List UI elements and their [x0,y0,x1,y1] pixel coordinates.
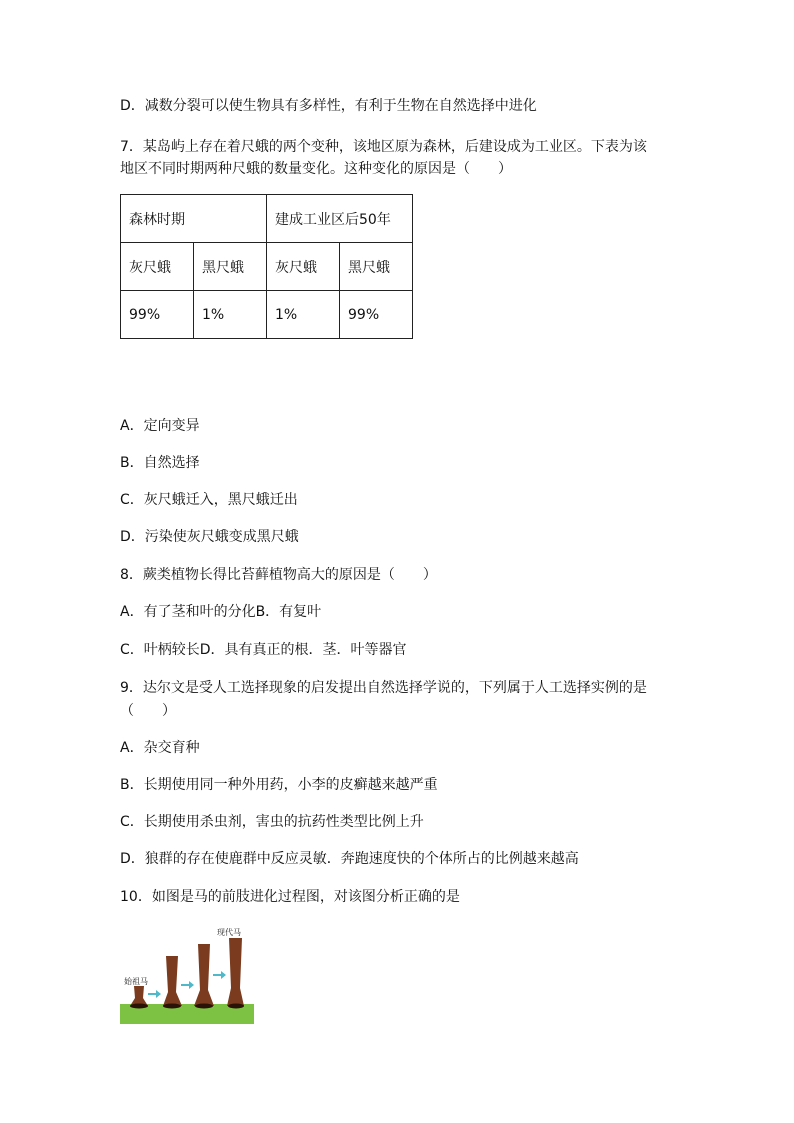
label-start: 始祖马 [124,977,148,986]
moth-population-table [120,194,413,339]
limb-stage-2 [163,956,182,1009]
table-header-cell: 黑尺蛾 [194,243,267,291]
table-header-cell: 黑尺蛾 [340,243,413,291]
table-header-cell: 灰尺蛾 [267,243,340,291]
q7-stem-line1: 7．某岛屿上存在着尺蛾的两个变种，该地区原为森林，后建设成为工业区。下表为该 [120,139,647,155]
q7-stem-line2: 地区不同时期两种尺蛾的数量变化。这种变化的原因是（ ） [120,161,512,177]
limb-eohippus [130,986,148,1009]
q9-option-b: B．长期使用同一种外用药，小李的皮癣越来越严重 [120,777,438,793]
table-header-cell: 灰尺蛾 [121,243,194,291]
q8-options-line1: A．有了茎和叶的分化B．有复叶 [120,604,322,620]
q7-option-c: C．灰尺蛾迁入，黑尺蛾迁出 [120,492,298,508]
table-row [121,291,413,339]
q9-stem-line1: 9．达尔文是受人工选择现象的启发提出自然选择学说的，下列属于人工选择实例的是 [120,680,647,696]
q7-option-d: D．污染使灰尺蛾变成黑尺蛾 [120,529,299,545]
horse-forelimb-evolution-figure [120,926,254,1024]
arrow-icon [213,971,226,979]
q9-option-c: C．长期使用杀虫剂，害虫的抗药性类型比例上升 [120,814,424,830]
q7-option-a: A．定向变异 [120,418,200,434]
q8-stem: 8．蕨类植物长得比苔藓植物高大的原因是（ ） [120,567,437,583]
limb-modern-horse [227,938,244,1009]
table-cell-forest-period: 森林时期 [121,195,267,243]
limb-stage-3 [194,944,214,1009]
q10-stem: 10．如图是马的前肢进化过程图，对该图分析正确的是 [120,889,460,905]
q6-option-d: D．减数分裂可以使生物具有多样性，有利于生物在自然选择中进化 [120,98,537,114]
table-value-cell: 99% [121,291,194,339]
table-cell-industrial-period: 建成工业区后50年 [267,195,413,243]
q9-option-a: A．杂交育种 [120,740,200,756]
q9-option-d: D．狼群的存在使鹿群中反应灵敏．奔跑速度快的个体所占的比例越来越高 [120,851,579,867]
q9-stem-line2: （ ） [120,703,176,719]
label-end: 现代马 [217,928,241,937]
arrow-icon [181,981,194,989]
table-row [121,195,413,243]
arrow-icon [148,990,161,998]
table-value-cell: 1% [194,291,267,339]
table-row [121,243,413,291]
q7-option-b: B．自然选择 [120,455,200,471]
q8-options-line2: C．叶柄较长D．具有真正的根．茎．叶等器官 [120,642,407,658]
table-value-cell: 99% [340,291,413,339]
table-value-cell: 1% [267,291,340,339]
